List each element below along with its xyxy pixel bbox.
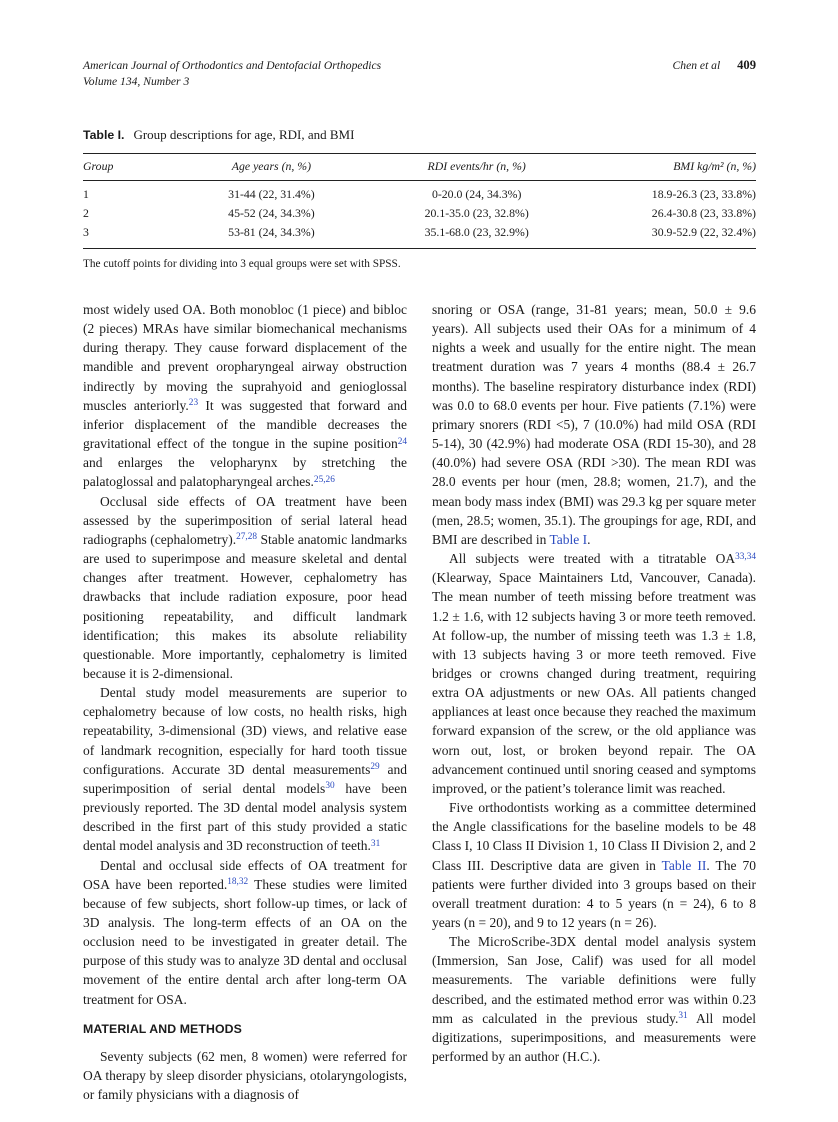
table-label: Table I. bbox=[83, 128, 125, 142]
page-number: 409 bbox=[737, 58, 756, 72]
citation-ref[interactable]: 31 bbox=[678, 1011, 688, 1022]
paragraph: Dental and occlusal side effects of OA treatment for OSA have been reported.$^{18,32}$ These studies were limited because of few subjects, short follow-up times, or lack of 3D analysis. The long-term effects of an OA on the occlusion need to be investigated in greater detail. The purpose of this study was to analyze 3D dental and occlusal movement of the entire dental arch after long-term OA treatment for OSA. bbox=[83, 857, 407, 1007]
citation-ref[interactable]: 27,28 bbox=[236, 532, 257, 543]
table-cell-rdi: 35.1-68.0 (23, 32.9%) bbox=[424, 225, 529, 239]
right-column bbox=[432, 300, 756, 1104]
citation-ref[interactable]: 30 bbox=[325, 781, 335, 792]
table-body bbox=[83, 181, 756, 249]
table-cell-rdi: 0-20.0 (24, 34.3%) bbox=[431, 187, 522, 201]
table-cell-group: 2 bbox=[83, 206, 89, 220]
citation-ref[interactable]: 24 bbox=[397, 436, 407, 447]
table-cell-age: 31-44 (22, 31.4%) bbox=[228, 187, 315, 201]
table-header-row bbox=[83, 154, 756, 181]
table-ref[interactable]: Table II bbox=[661, 857, 707, 873]
table-footnote: The cutoff points for dividing into 3 equal groups were set with SPSS. bbox=[83, 258, 401, 270]
table-header bbox=[83, 154, 756, 181]
paragraph: most widely used OA. Both monobloc (1 piece) and bibloc (2 pieces) MRAs have similar biomechanical mechanisms during therapy. They cause forward displacement of the mandible and prevent oropharyngeal airway obstruction indirectly by moving the suprahyoid and genioglossal muscles anteriorly.$^{23}$ It was suggested that forward and inferior displacement of the mandible decreases the gravitational effect of the tongue in the supine position$^{24}$ and enlarges the velopharynx by stretching the palatoglossal and palatopharyngeal arches.$^{25,26}$ bbox=[83, 302, 407, 490]
journal-title: American Journal of Orthodontics and Dentofacial Orthopedics bbox=[83, 59, 382, 72]
table-cell-rdi: 20.1-35.0 (23, 32.8%) bbox=[424, 206, 529, 220]
journal-volume: Volume 134, Number 3 bbox=[83, 74, 190, 88]
paragraph: Occlusal side effects of OA treatment have been assessed by the superimposition of serial lateral head radiographs (cephalometry).$^{27,28}$ Stable anatomic landmarks are used to superimpose and measure skeletal and dental changes after treatment. However, cephalometry has drawbacks that include radiation exposure, poor head positioning repeatability, and difficult landmark identification; this makes its absolute reliability questionable. More importantly, cephalometry is limited because it is 2-dimensional. bbox=[83, 493, 407, 681]
table-caption-text: Group descriptions for age, RDI, and BMI bbox=[133, 127, 355, 142]
page-content bbox=[83, 58, 756, 1104]
column-header-group: Group bbox=[83, 154, 170, 181]
column-header-age: Age years (n, %) bbox=[170, 154, 372, 181]
table-1-block bbox=[83, 127, 756, 270]
left-column bbox=[83, 300, 407, 1104]
paragraph: Seventy subjects (62 men, 8 women) were referred for OA therapy by sleep disorder physicians, otolaryngologists, or family physicians with a diagnosis of bbox=[83, 1048, 407, 1103]
citation-ref[interactable]: 31 bbox=[370, 838, 381, 849]
column-header-rdi: RDI events/hr (n, %) bbox=[372, 154, 581, 181]
running-citation bbox=[673, 58, 756, 74]
table-cell-bmi: 18.9-26.3 (23, 33.8%) bbox=[651, 187, 756, 201]
running-authors: Chen et al bbox=[672, 59, 721, 72]
table-cell-group: 1 bbox=[83, 187, 89, 201]
table-cell-group: 3 bbox=[83, 225, 89, 239]
section-heading-material-and-methods: MATERIAL AND METHODS bbox=[83, 1021, 242, 1036]
group-table bbox=[83, 153, 756, 249]
table-cell-age: 53-81 (24, 34.3%) bbox=[228, 225, 315, 239]
paragraph: All subjects were treated with a titratable OA$^{33,34}$ (Klearway, Space Maintainers Ltd, Vancouver, Canada). The mean number of teeth missing before treatment was 1.2 ± 1.6, with 12 subjects having 3 or more teeth removed. At follow-up, the number of missing teeth was 1.3 ± 1.8, with 13 subjects having 3 or more teeth removed. Five bridges or crowns changed during treatment, requiring extra OA adjustments or new OAs. All patients changed appliances at least once because they reached the maximum forward expansion of the screw, or the old appliance was worn out, lost, or broken beyond repair. The OA advancement continued until snoring ceased and symptoms improved, or the patient’s tolerance limit was reached. bbox=[432, 551, 756, 796]
citation-ref[interactable]: 29 bbox=[370, 762, 380, 773]
running-head bbox=[83, 58, 756, 89]
paragraph: Five orthodontists working as a committee determined the Angle classifications for the baseline models to be 48 Class I, 10 Class II Division 1, 10 Class II Division 2, and 2 Class III. Descriptive data are given in Table II. The 70 patients were further divided into 3 groups based on their overall treatment duration: 4 to 5 years (n = 24), 6 to 8 years (n = 20), and 9 to 12 years (n = 26). bbox=[432, 800, 757, 930]
table-cell-age: 45-52 (24, 34.3%) bbox=[228, 206, 315, 220]
article-body bbox=[83, 300, 756, 1104]
paragraph: The MicroScribe-3DX dental model analysis system (Immersion, San Jose, Calif) was used for all model measurements. The variable definitions were fully described, and the estimated method error was within 0.23 mm as calculated in the previous study.$^{31}$ All model digitizations, superimpositions, and measurements were performed by an author (H.C.). bbox=[432, 934, 756, 1065]
table-caption bbox=[83, 127, 756, 143]
column-header-bmi: BMI kg/m² (n, %) bbox=[581, 154, 756, 181]
table-row bbox=[83, 181, 756, 205]
citation-ref[interactable]: 23 bbox=[188, 398, 199, 409]
paragraph: Dental study model measurements are superior to cephalometry because of low costs, no health risks, high repeatability, 3-dimensional (3D) views, and relative ease of landmark recognition, especially for hard tooth tissue configurations. Accurate 3D dental measurements$^{29}$ and superimposition of serial dental models$^{30}$ have been previously reported. The 3D dental model analysis system described in the first part of this study provided a static dental model analysis and 3D reconstruction of teeth.$^{31}$ bbox=[83, 685, 407, 854]
table-ref[interactable]: Table I bbox=[549, 531, 588, 547]
journal-info bbox=[83, 58, 381, 89]
table-row bbox=[83, 223, 756, 249]
citation-ref[interactable]: 25,26 bbox=[313, 474, 335, 485]
table-row bbox=[83, 204, 756, 223]
paragraph: snoring or OSA (range, 31-81 years; mean, 50.0 ± 9.6 years). All subjects used their OAs for a minimum of 4 nights a week and usually for the entire night. The mean treatment duration was 7 years 4 months (88.4 ± 26.7 months). The baseline respiratory disturbance index (RDI) was 0.0 to 68.0 events per hour. Five patients (7.1%) were primary snorers (RDI <5), 7 (10.0%) had mild OSA (RDI 5-14), 30 (42.9%) had moderate OSA (RDI 15-30), and 28 (40.0%) had severe OSA (RDI >30). The mean RDI was 28.0 events per hour (men, 28.8; women, 21.7), and the mean body mass index (BMI) was 29.3 kg per square meter (men, 28.5; women, 35.1). The groupings for age, RDI, and BMI are described in Table I. bbox=[432, 302, 756, 547]
table-cell-bmi: 26.4-30.8 (23, 33.8%) bbox=[651, 206, 756, 220]
citation-ref[interactable]: 18,32 bbox=[227, 877, 249, 888]
citation-ref[interactable]: 33,34 bbox=[735, 551, 756, 562]
table-cell-bmi: 30.9-52.9 (22, 32.4%) bbox=[651, 225, 756, 239]
